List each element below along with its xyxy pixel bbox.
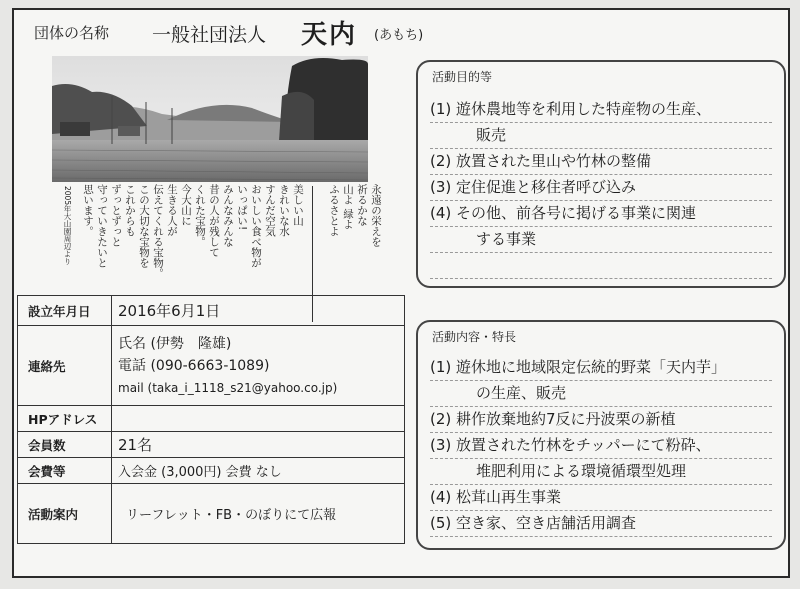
org-type: 一般社団法人 [152, 24, 267, 46]
poem-line: くれた宝物。 [194, 184, 206, 247]
activity-item: (1) 遊休地に地域限定伝統的野菜「天内芋」 [430, 354, 772, 381]
photo-block [30, 52, 380, 282]
purpose-box [416, 60, 786, 288]
poem-line: 美しい山 [292, 184, 304, 226]
poem-credit: 2005年大山園周辺より [63, 186, 72, 266]
activity-item: (4) 松茸山再生事業 [430, 484, 772, 511]
header [12, 8, 790, 50]
poem-line: おいしい食べ物が [250, 184, 262, 268]
fee-label: 会費等 [18, 458, 112, 484]
hp-label: HPアドレス [18, 406, 112, 432]
pr-value: リーフレット・FB・のぼりにて広報 [112, 484, 405, 544]
poem-line: ふるさとよ [328, 184, 340, 237]
purpose-item: 販売 [430, 122, 772, 149]
purpose-item: (1) 遊休農地等を利用した特産物の生産、 [430, 96, 772, 123]
purpose-item: (4) その他、前各号に掲げる事業に関連 [430, 200, 772, 227]
hp-value [112, 406, 405, 432]
fee-value: 入会金 (3,000円) 会費 なし [112, 458, 405, 484]
contact-mail: mail (taka_i_1118_s21@yahoo.co.jp) [118, 380, 338, 395]
org-name-label: 団体の名称 [34, 24, 110, 42]
poem-line: きれいな水 [278, 184, 290, 237]
activity-item: (3) 放置された竹林をチッパーにて粉砕、 [430, 432, 772, 459]
poem-line: 思います。 [82, 184, 94, 237]
poem-line: 守っていきたいと [96, 184, 108, 268]
activity-item: 堆肥利用による環境循環型処理 [430, 458, 772, 485]
poem-line: これからも [124, 184, 136, 237]
contact-phone: 電話 (090-6663-1089) [118, 357, 270, 374]
purpose-item: (3) 定住促進と移住者呼び込み [430, 174, 772, 201]
poem-line: 山よ 緑よ [342, 184, 354, 230]
poem-line: すんだ空気 [264, 184, 276, 237]
pr-label: 活動案内 [18, 484, 112, 544]
contact-label: 連絡先 [18, 326, 112, 406]
purpose-item: する事業 [430, 226, 772, 253]
activities-box [416, 320, 786, 550]
poem-line: 永遠の栄えを [370, 184, 382, 247]
members-label: 会員数 [18, 432, 112, 458]
established-label: 設立年月日 [18, 296, 112, 326]
poem-line: 祈るかな [356, 184, 368, 226]
poem-line: いっぱい! [236, 184, 248, 231]
purpose-item: (2) 放置された里山や竹林の整備 [430, 148, 772, 175]
poem-line: 生きる人が [166, 184, 178, 237]
established-value: 2016年6月1日 [112, 296, 405, 326]
contact-cell [112, 326, 405, 406]
org-name: 天内 [301, 20, 358, 50]
purpose-blank-line [430, 252, 772, 279]
landscape-photo [52, 56, 368, 182]
activity-item: (2) 耕作放棄地約7反に丹波栗の新植 [430, 406, 772, 433]
poem-line: みんなみんな [222, 184, 234, 247]
poem-line: ずっとずっと [110, 184, 122, 247]
purpose-title: 活動目的等 [432, 70, 493, 84]
poem-line: 今大山に [180, 184, 192, 226]
activity-item: の生産、販売 [430, 380, 772, 407]
activities-title: 活動内容・特長 [432, 330, 517, 344]
members-value: 21名 [112, 432, 405, 458]
poem-line: 伝えてくれる宝物。 [152, 184, 164, 279]
activity-item: (5) 空き家、空き店舗活用調査 [430, 510, 772, 537]
poem-line: 昔の人が残して [208, 184, 220, 258]
contact-name: 氏名 (伊勢 隆雄) [118, 335, 232, 352]
info-table [17, 295, 405, 544]
poem-line: この大切な宝物を [138, 184, 150, 268]
org-name-reading: (あもち) [374, 28, 424, 43]
